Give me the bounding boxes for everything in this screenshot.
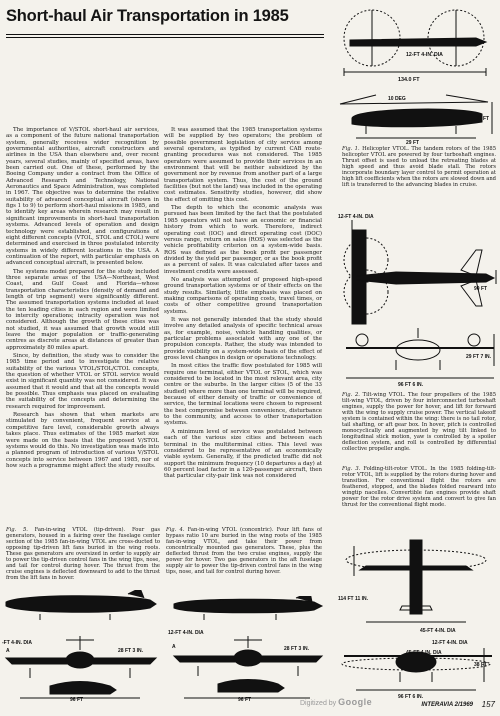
caption-text: Fan-in-wing VTOL (tip-driven). Four gas generators, housed in a fairing over the fuselage center section of the 1985 fan-in-wing VTOL are cross-ducted to opposing tip-driven lift fans buried in the wing roots. These gas generators are oversized in order to supply air to power the tip-driven control fans in the wing tips, nose, and tail for control during hover. The thrust from the cruise engines is deflected downward to add to the thrust from the lift fans in hover.	[6, 527, 160, 581]
fan-in-wing-concentric-drawing	[164, 596, 330, 702]
dimension-label: 10 DEG	[388, 96, 406, 102]
dimension-label: 96 FT	[70, 697, 84, 702]
dimension-label: 28 FT 3 IN.	[284, 646, 310, 652]
dimension-label: 12-FT 4-IN. DIA	[168, 630, 204, 636]
caption-text: Tilt-wing VTOL. The four propellers of the 1985 tilt-wing VTOL, driven by four interconnected turboshaft engines, supply the power for hover, and lift for forward with the wing to supply cruise power. The vertical takeoff system is contained within the wing: there is no tail rotor, tail shafting, or aft gear box. In hover, pitch is controlled monocyclically and augmented by wing tilt linked to longitudinal stick motion, yaw is controlled by a spoiler deflection system, and roll is controlled by differential collective propeller angle.	[342, 392, 496, 452]
dimension-label: 29 FT	[406, 140, 420, 146]
figure-3-caption	[342, 466, 496, 534]
paragraph: The depth to which the economic analysis was pursued has been limited by the fact that the postulated 1985 operators will not have an economic or financial history from which to work. Therefore, indirect operating cost (IOC) and direct operating cost (DOC) versus range, return on sales (ROS) was selected as the vehicle profitability criterion on a system-wide basis. ROS was defined as the book profit per passenger divided by the yield per passenger, or as the book profit as a percent of sales. It was calculated after taxes and investment credits were assessed.	[164, 205, 322, 275]
helicopter-vtol-drawing	[336, 0, 500, 146]
dimension-label: 38 FT	[474, 662, 488, 668]
figure-1-caption	[342, 146, 496, 192]
dimension-label: 12-FT 4-IN. DIA	[338, 214, 374, 220]
figure-5-caption	[6, 527, 160, 587]
caption-text: Folding-tilt-rotor VTOL. In the 1985 folding-tilt-rotor VTOL, lift is supplied by the rotors during hover and transition. For conventional flight the rotors are feathered, stopped, and the blades folded rearward into wingtip nacelles. Convertible fan engines provide shaft power for the rotor drive system and convert to give fan thrust for the conventional flight mode.	[342, 466, 496, 508]
dimension-label: A	[172, 644, 176, 650]
page-number: 157	[481, 700, 495, 709]
dimension-label: 12-FT 4-IN. DIA	[406, 52, 443, 58]
dimension-label: 28 FT 3 IN.	[118, 648, 144, 654]
folding-tilt-rotor-drawing	[336, 536, 500, 700]
figure-2-caption	[342, 392, 496, 462]
figure-label: Fig. 3.	[342, 466, 361, 472]
text-column-2	[164, 127, 322, 523]
caption-text: Fan-in-wing VTOL (concentric). Four lift fans of bypass ratio 10 are buried in the wing roots of the 1985 fan-in-wing VTOL, and take their power from concentrically mounted gas generators. These, plus the deflected thrust from the two cruise engines, supply the power for hover. Two gas generators in the aft fuselage supply air to power the tip-driven control fans in the wing tips, nose, and tail for control during hover.	[166, 527, 322, 575]
tilt-wing-vtol-drawing	[336, 200, 500, 390]
fan-in-wing-tip-driven-drawing	[0, 590, 162, 702]
dimension-label: 36 FT	[476, 116, 490, 122]
watermark-small-text: Digitized by	[300, 700, 337, 707]
dimension-label: 134.0 FT	[398, 77, 420, 83]
paragraph: No analysis was attempted of proposed high-speed ground transportation systems or of their effects on the study results. Similarly, little emphasis was placed on making comparisons of operating costs, travel times, or costs of other competitive ground transportation systems.	[164, 276, 322, 315]
paragraph: It was not generally intended that the study should involve any detailed analysis of specific technical areas as, for example, noise, vehicle handling qualities, or particular problems associated with any one of the propulsion concepts. Rather, the study was intended to provide visibility on a system-wide basis of the effect of gross level changes in design or operations technology.	[164, 316, 322, 362]
caption-text: Helicopter VTOL. The tandem rotors of the 1985 helicopter VTOL are powered by four turboshaft engines. Thrust offset is used to unload the retreating blades at high speed and thus avoid blade stall. The rotors incorporate boundary layer control to permit operation at high lift coefficients when the rotors are slowed down and lift is transferred to the advancing blades in cruise.	[342, 146, 496, 188]
dimension-label: A	[6, 648, 10, 654]
magazine-issue: INTERAVIA 2/1969	[421, 702, 473, 708]
dimension-label: 45-FT 4-IN. DIA	[406, 650, 442, 656]
dimension-label: 29 FT 7 IN.	[466, 354, 492, 360]
title-rule	[6, 34, 324, 35]
dimension-label: 96 FT 6 IN.	[398, 382, 424, 388]
paragraph: It was assumed that the 1985 transportation systems will be supplied by two operators; the problem of possible government legislation of city service among several operators, as typified by current CAB route-granting procedures was not considered. The 1985 operators were assumed to provide their services in an environment that will be neither subsidized by the government nor by revenue from another part of a large transportation system. Thus, the cost of the ground facilities (but not the land) was included in the operating cost estimates. Sensitivity studies, however, did show the effect of omitting this cost.	[164, 127, 322, 203]
figure-label: Fig. 2.	[342, 392, 360, 398]
paragraph: The importance of V/STOL short-haul air services, as a component of the future national transportation system, generally receives wider recognition by governmental authorities, aircraft constructors and airlines in the USA than elsewhere and, over recent years, several studies, mainly of specified areas, have been carried out. One of these, performed by the Boeing Company under a contract from the Office of Advanced Research and Technology, National Aeronautics and Space Administration, was completed in 1967. The objective was to determine the relative suitability of advanced conceptual aircraft (shown in figs 1 to 9) to perform short-haul missions in 1985, and to identify key areas wherein research may result in significant improvements in short-haul transportation systems. Advanced levels of operation and design technology were established, and configurations of eight different concepts (VTOL, STOL and CTOL) were determined and exercised in three postulated intercity systems in widely different locations in the USA. A continuation of the report, with particular emphasis on advanced conceptual aircraft, is presented below.	[6, 127, 159, 267]
dimension-label: 96 FT	[238, 697, 252, 702]
paragraph: Research has shown that when markets are stimulated by convenient, frequent service at a competitive fare level, considerable growth always takes place. Thus estimates of the 1985 market size were made on the basis that the proposed V/STOL systems would do this. No investigation was made into a planned program of introduction of various V/STOL concepts into service between 1967 and 1985, nor of how such a programme might affect the study results.	[6, 412, 159, 469]
figure-label: Fig. 1.	[342, 146, 360, 152]
dimension-label: 96 FT 6 IN.	[398, 694, 424, 700]
digitized-watermark	[300, 697, 372, 707]
dimension-label: 12-FT 4-IN. DIA	[432, 640, 468, 646]
figure-label: Fig. 5.	[6, 527, 28, 533]
figure-label: Fig. 4.	[166, 527, 185, 533]
paragraph: The systems model prepared for the study included three separate areas of the USA—Northeast, West Coast, and Gulf Coast and Florida—whose transportation characteristics (density of demand and length of trip segment) were significantly different. The assumed transportation systems included at least the ten leading cities in each region and were limited to intercity operations; intracity operation was not considered. Although the growth of these cities was not studied, it was assumed that growth would still leave the major population or traffic-generating centres as discrete areas at distances of greater than approximately 80 miles apart.	[6, 268, 159, 351]
watermark-brand-text: Google	[338, 697, 373, 707]
dimension-label: 45-FT 4-IN. DIA	[420, 628, 456, 634]
dimension-label: 114 FT 11 IN.	[338, 596, 369, 602]
dimension-label: 90 FT	[474, 286, 488, 292]
paragraph: A minimum level of service was postulated between each of the various size cities and between each terminal in the multiterminal cities. This level was considered to be representative of an economically viable system. Generally, if the predicted traffic did not support the minimum frequency (10 departures a day) at 60 percent load factor in a 120-passenger aircraft, then that particular city-pair link was not considered	[164, 428, 322, 480]
figure-4-caption	[166, 527, 322, 595]
text-column-1	[6, 127, 159, 523]
article-title: Short-haul Air Transportation in 1985	[6, 7, 289, 25]
dimension-label: -FT 4-IN. DIA	[2, 640, 32, 646]
paragraph: Since, by definition, the study was to consider the 1985 time period and to investigate the relative suitability of the various VTOL/STOL/CTOL concepts, the question of whether VTOL or STOL service would exist in significant quantity was not considered. It was assumed that it would and that all the concepts would be possible. Thus emphasis was placed on evaluating the suitability of the concepts and determining the research required for improvement.	[6, 353, 159, 410]
title-rule-thin	[6, 37, 324, 38]
paragraph: In most cities the traffic flow postulated for 1985 will require one terminal, either VTOL or STOL, which was considered to be located in the most relevant area, city centre or the suburbs. In the larger cities (5 of the 33 studied) where more than one terminal will be required, because of either density of traffic or convenience of service, the terminal locations were chosen to represent the best compromise between convenience, disturbance to the community, and access to other transportation systems.	[164, 363, 322, 427]
